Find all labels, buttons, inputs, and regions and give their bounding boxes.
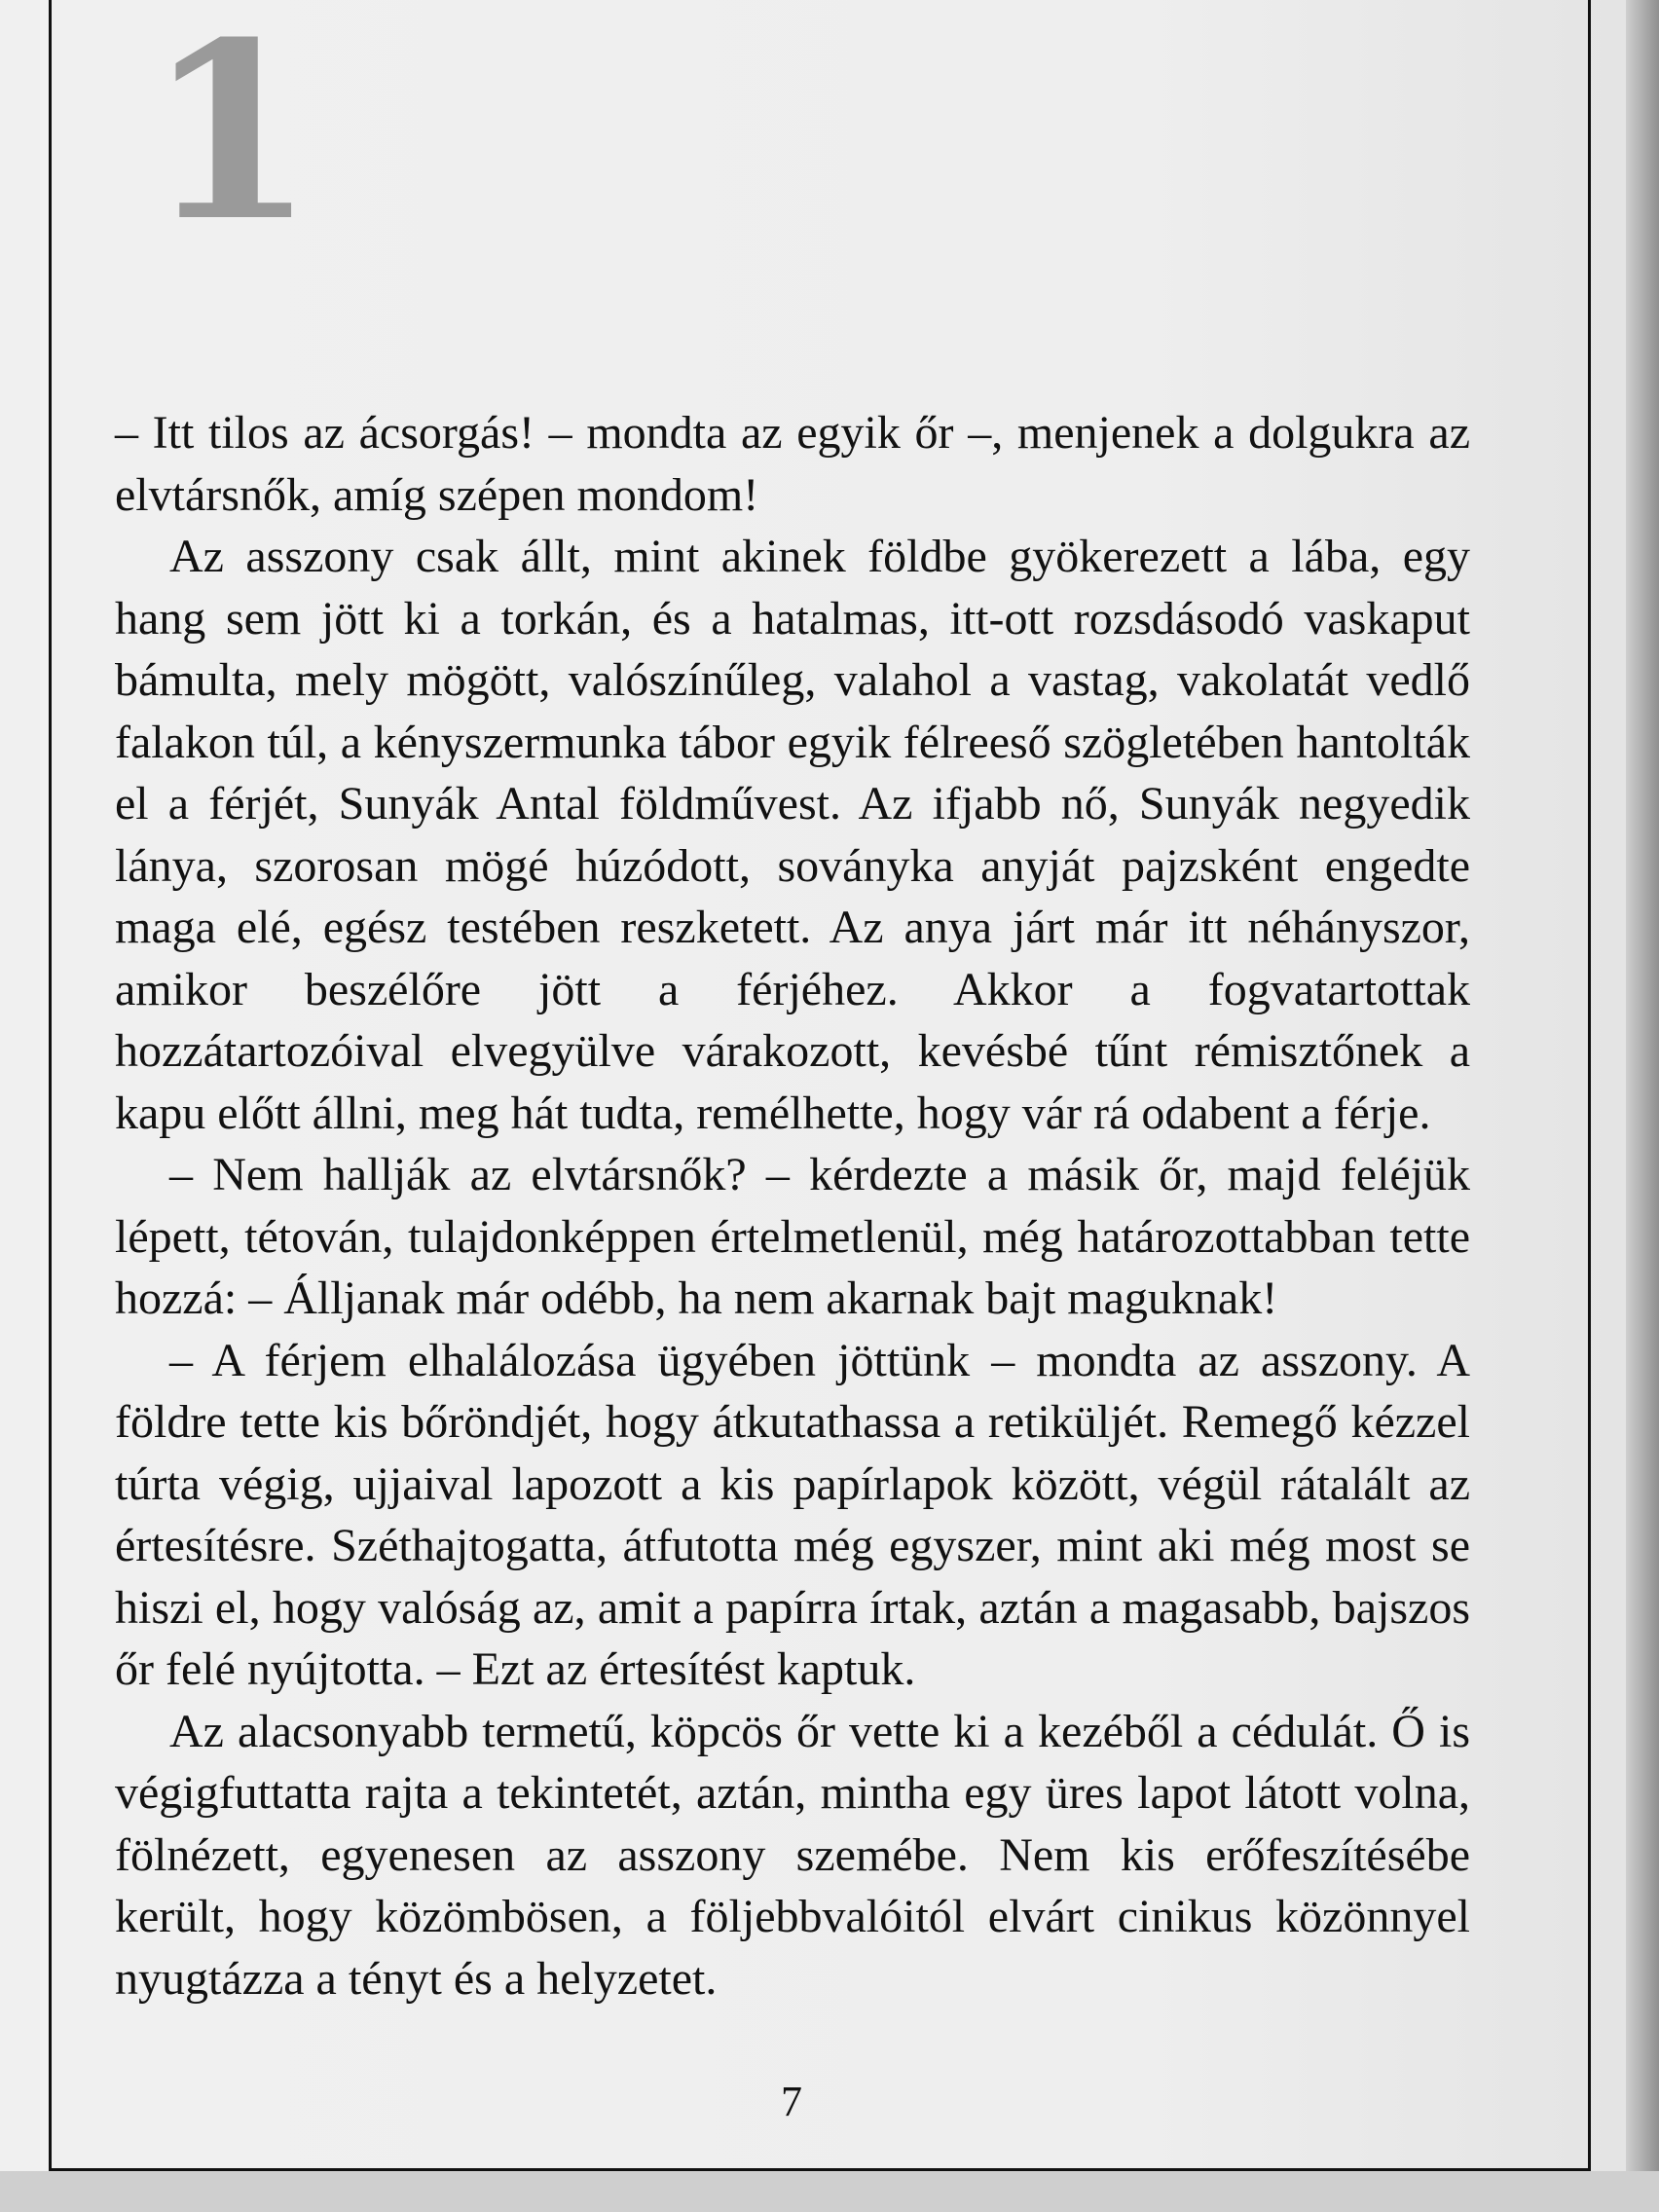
- page-number: 7: [781, 2078, 802, 2125]
- paragraph-1: – Itt tilos az ácsorgás! – mondta az egyik őr –, menjenek a dolgukra az elvtársnők, amíg szépen mondom!: [115, 407, 1470, 521]
- bottom-margin-strip: [0, 2171, 1659, 2212]
- paragraph-4: – A férjem elhalálozása ügyében jöttünk – mondta az asszony. A földre tette kis bőröndjét, hogy átkutathassa a retiküljét. Remegő kézzel túrta végig, ujjaival lapozott a kis papírlapok között, végül rátalált az értesítésre. Széthajtogatta, átfutotta még egyszer, mint aki még most se hiszi el, hogy valóság az, amit a papírra írtak, aztán a magasabb, bajszos őr felé nyújtotta. – Ezt az értesítést kaptuk.: [115, 1334, 1470, 1695]
- paragraph-3: – Nem hallják az elvtársnők? – kérdezte a másik őr, majd feléjük lépett, tétován, tulajdonképpen értelmetlenül, még határozottabban tette hozzá: – Álljanak már odébb, ha nem akarnak bajt maguknak!: [115, 1149, 1470, 1324]
- paragraph-5: Az alacsonyabb termetű, köpcös őr vette ki a kezéből a cédulát. Ő is végigfuttatta rajta a tekintetét, aztán, mintha egy üres lapot látott volna, fölnézett, egyenesen az asszony szemébe. Nem kis erőfeszítésébe került, hogy közömbösen, a följebbvalóitól elvárt cinikus közönnyel nyugtázza a tényt és a helyzetet.: [115, 1705, 1470, 2005]
- chapter-body: [115, 402, 1470, 2009]
- paragraph-2: Az asszony csak állt, mint akinek földbe gyökerezett a lába, egy hang sem jött ki a torkán, és a hatalmas, itt-ott rozsdásodó vaskaput bámulta, mely mögött, valószínűleg, valahol a vastag, vakolatát vedlő falakon túl, a kényszermunka tábor egyik félreeső szögletében hantolták el a férjét, Sunyák Antal földművest. Az ifjabb nő, Sunyák negyedik lánya, szorosan mögé húzódott, soványka anyját pajzsként engedte maga elé, egész testében reszketett. Az anya járt már itt néhányszor, amikor beszélőre jött a férjéhez. Akkor a fogvatartottak hozzátartozóival elvegyülve várakozott, kevésbé tűnt rémisztőnek a kapu előtt állni, meg hát tudta, remélhette, hogy vár rá odabent a férje.: [115, 531, 1470, 1139]
- chapter-number: 1: [146, 0, 315, 275]
- book-spine-edge: [1626, 0, 1659, 2212]
